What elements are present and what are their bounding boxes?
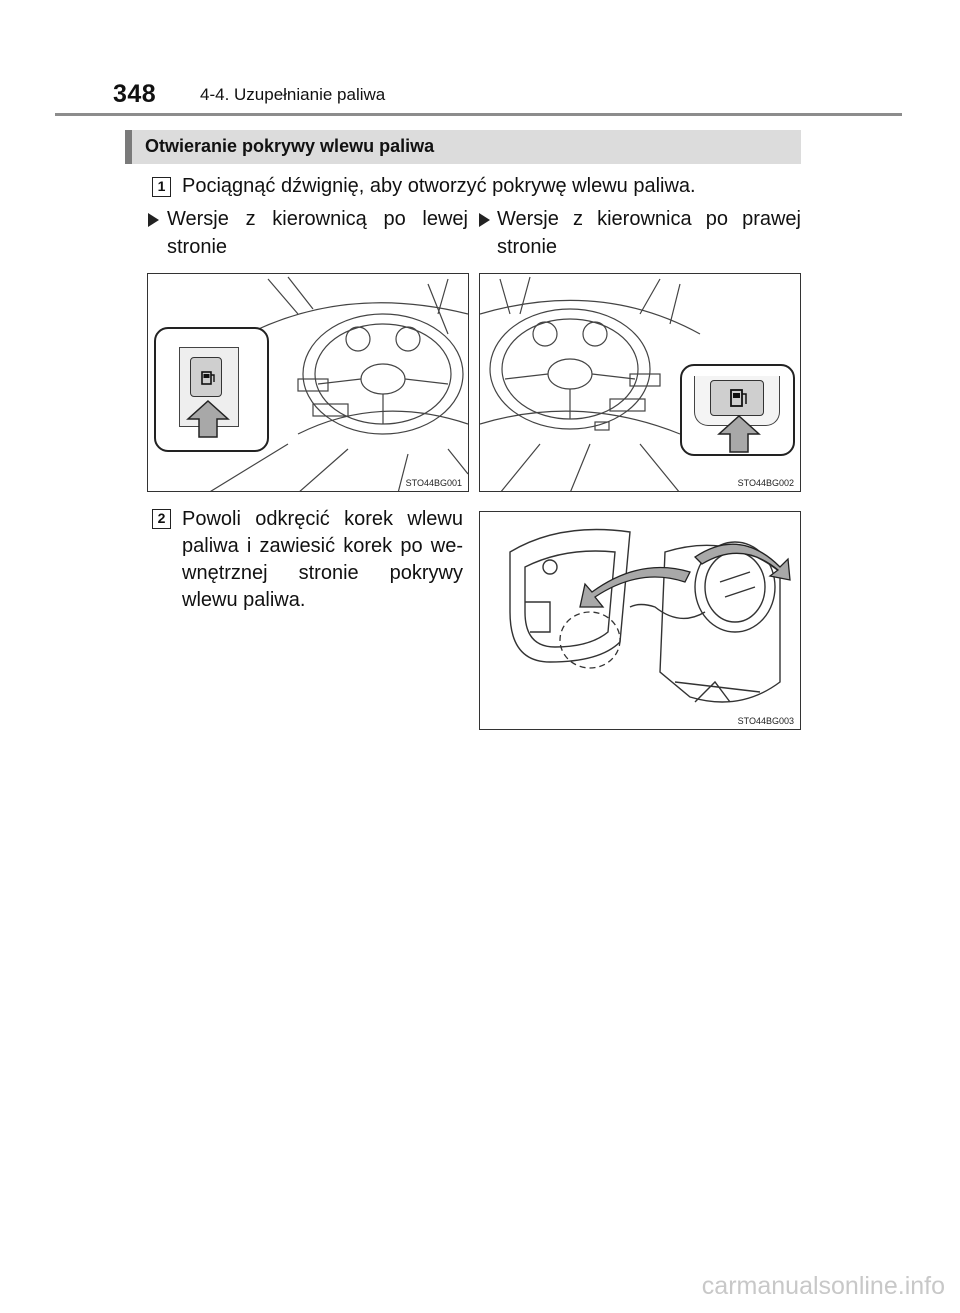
figure-1-code: STO44BG001 [405, 478, 462, 488]
variant-right-label: Wersje z kierownica po prawej stronie [497, 208, 801, 258]
section-title: 4-4. Uzupełnianie paliwa [200, 85, 386, 104]
heading-bar [125, 130, 801, 164]
step-2-number: 2 [152, 509, 171, 529]
up-arrow-icon [717, 414, 761, 454]
heading-title: Otwieranie pokrywy wlewu paliwa [145, 136, 435, 156]
fuel-pump-icon [711, 381, 765, 417]
page-number: 348 [113, 80, 157, 108]
triangle-bullet-icon [479, 213, 490, 227]
variant-left-label: Wersje z kierownicą po lewej stronie [167, 208, 468, 258]
triangle-bullet-icon [148, 213, 159, 227]
figure-fuel-cap [479, 511, 801, 730]
step-2-text: Powoli odkręcić korek wlewu paliwa i zawiesić korek po we-wnętrznej stronie pokrywy wlewu paliwa. [182, 508, 463, 611]
fuel-lever [710, 380, 764, 416]
inset-fuel-lever [680, 364, 795, 456]
step-1-text: Pociągnąć dźwignię, aby otworzyć pokrywę wlewu paliwa. [182, 175, 696, 197]
curved-arrow-icon [580, 568, 690, 608]
figure-left-hand-drive [147, 273, 469, 492]
header-divider [55, 113, 902, 116]
inset-fuel-lever [154, 327, 269, 452]
figure-3-code: STO44BG003 [737, 716, 794, 726]
step-1-number: 1 [152, 177, 171, 197]
fuel-lever [190, 357, 222, 397]
fuel-cap-illustration [480, 512, 801, 730]
up-arrow-icon [186, 399, 230, 439]
watermark: carmanualsonline.info [701, 1272, 945, 1300]
figure-2-code: STO44BG002 [737, 478, 794, 488]
figure-right-hand-drive [479, 273, 801, 492]
fuel-pump-icon [191, 358, 223, 398]
